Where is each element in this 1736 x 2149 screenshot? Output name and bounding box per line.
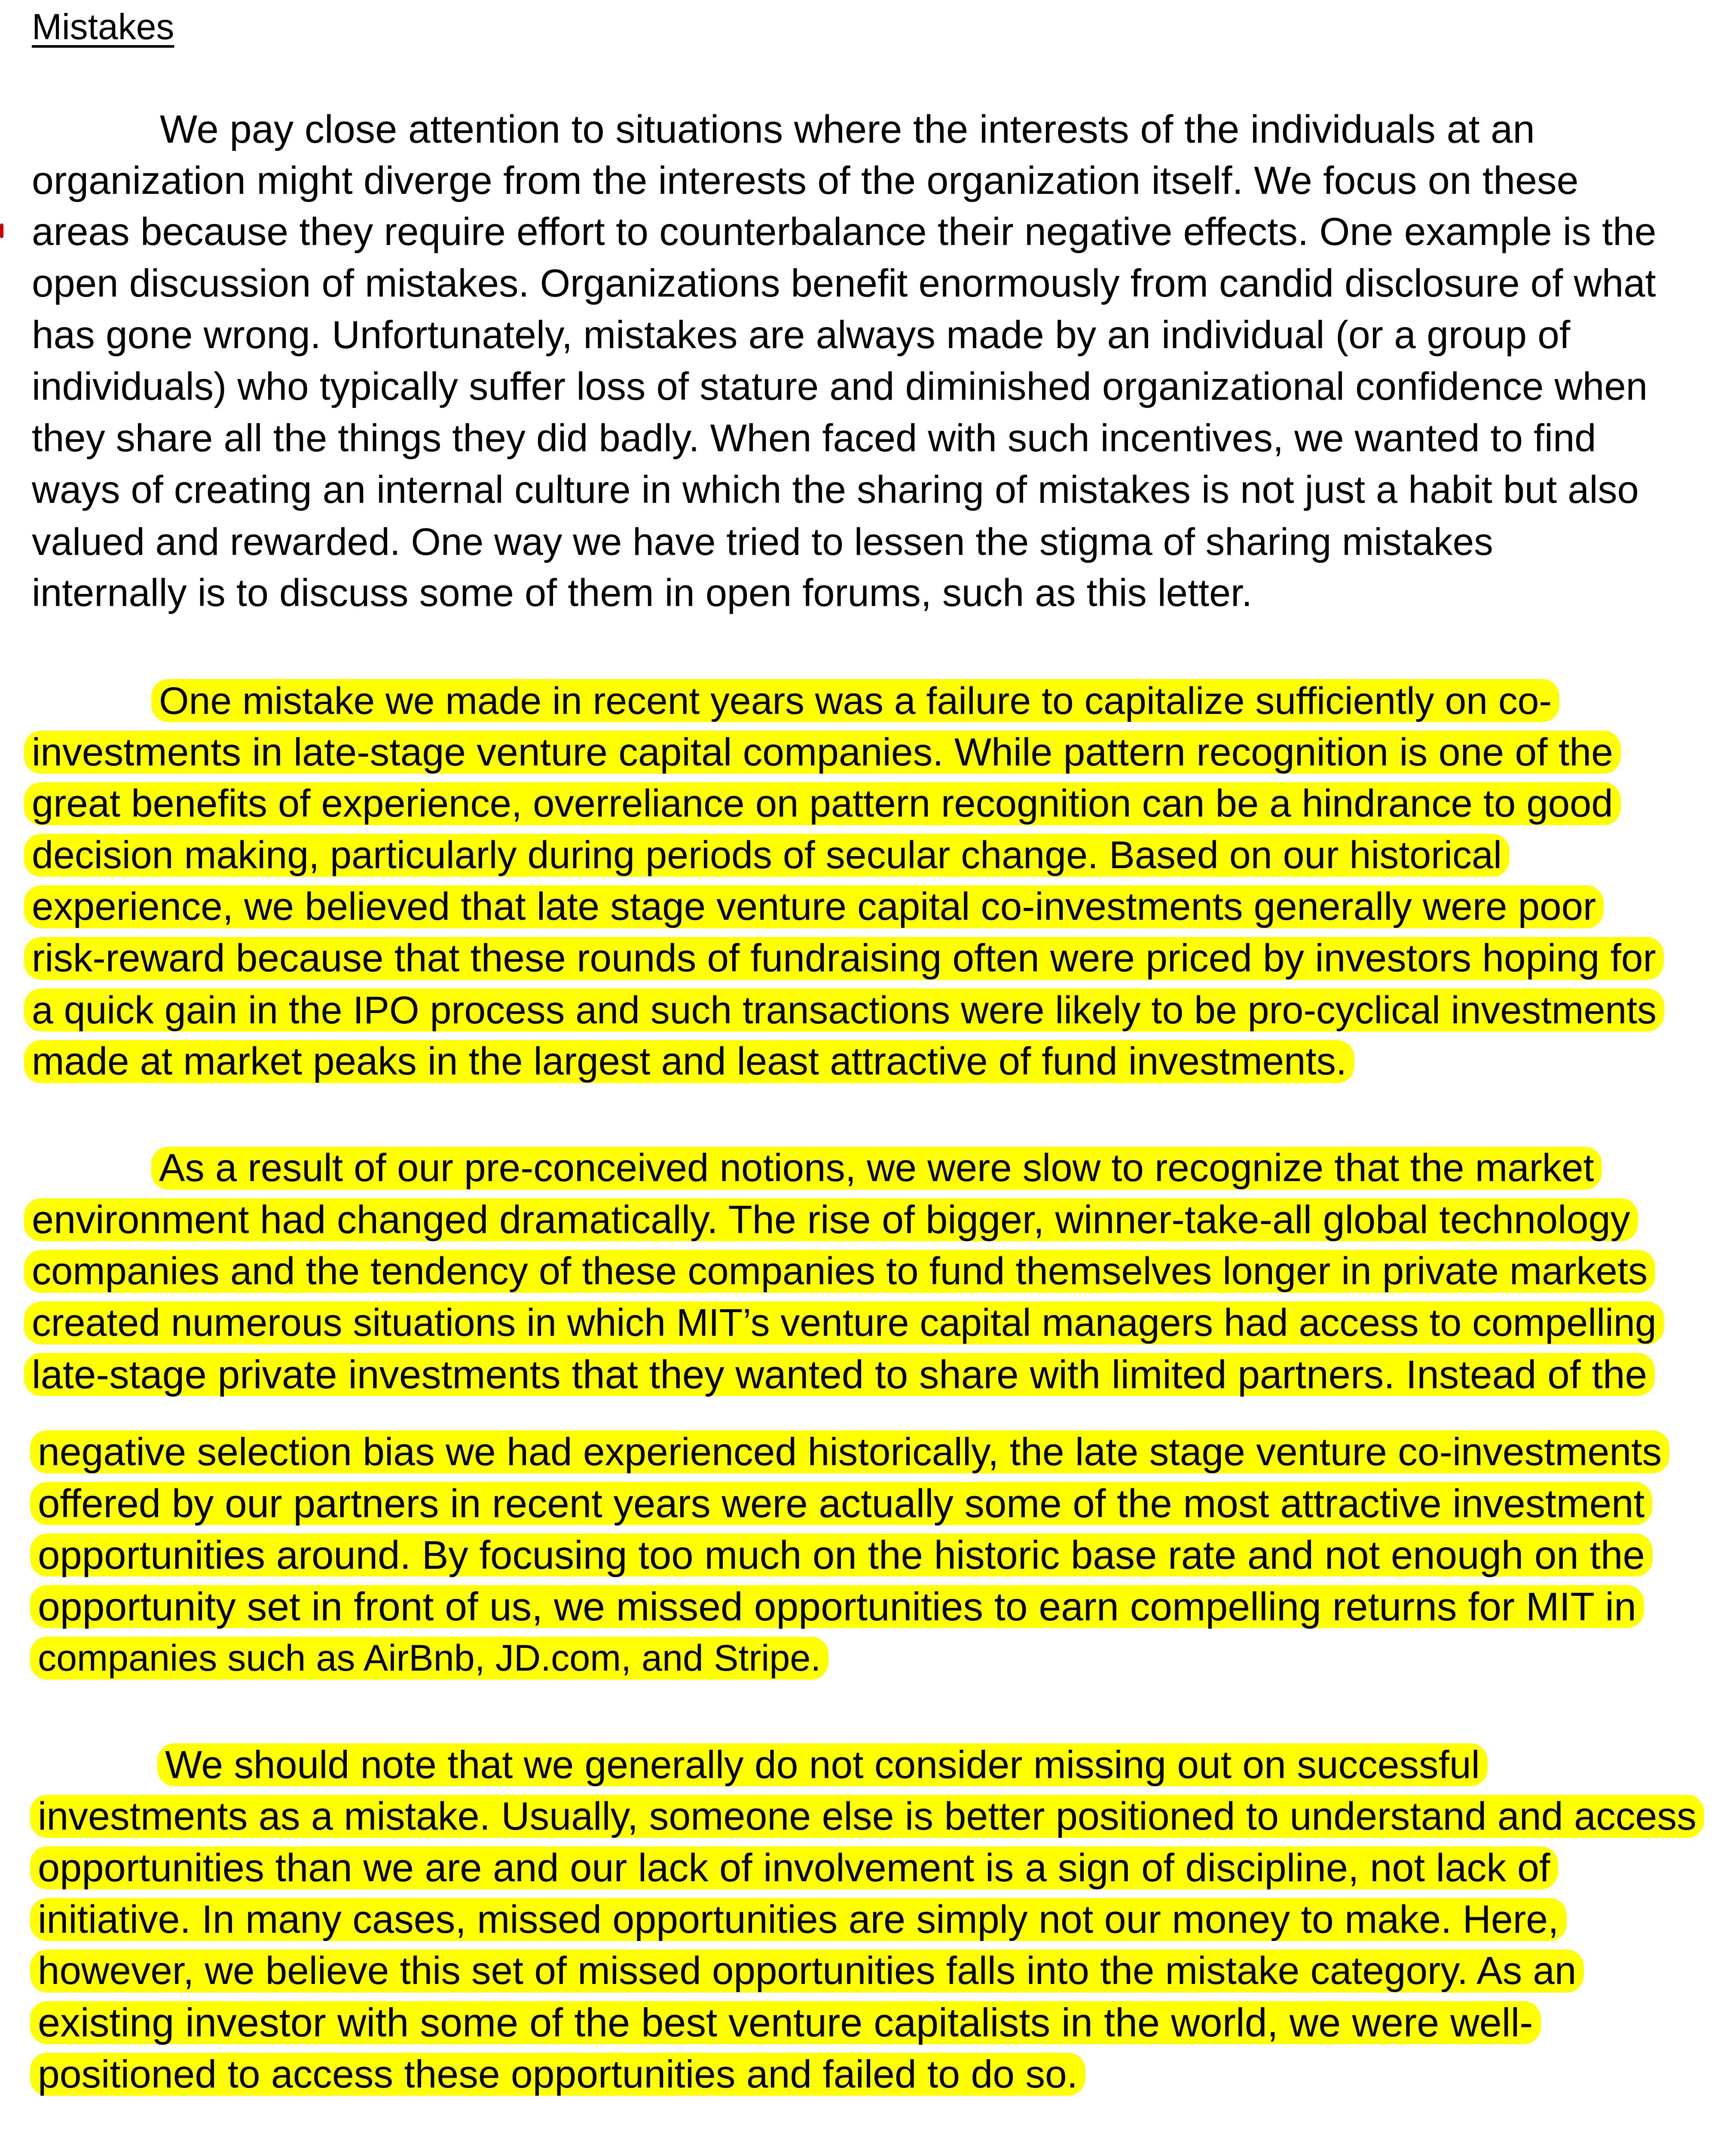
text-line: individuals) who typically suffer loss of stature and diminished organizational confidence when — [32, 365, 1648, 408]
highlighted-line: existing investor with some of the best venture capitalists in the world, we were well- — [30, 2001, 1541, 2044]
highlighted-line: made at market peaks in the largest and least attractive of fund investments. — [24, 1040, 1354, 1083]
highlighted-line: created numerous situations in which MIT’s venture capital managers had access to compelling — [24, 1301, 1664, 1344]
highlighted-line: opportunity set in front of us, we missed opportunities to earn compelling returns for MIT in — [30, 1585, 1644, 1628]
text-line: internally is to discuss some of them in open forums, such as this letter. — [32, 571, 1253, 615]
highlighted-line: One mistake we made in recent years was a failure to capitalize sufficiently on co- — [151, 679, 1559, 722]
highlighted-line: risk-reward because that these rounds of fundraising often were priced by investors hoping for — [24, 937, 1664, 980]
section-heading: Mistakes — [32, 6, 174, 47]
highlighted-line: opportunities than we are and our lack of involvement is a sign of discipline, not lack of — [30, 1846, 1558, 1889]
highlighted-line: experience, we believed that late stage venture capital co-investments generally were poor — [24, 885, 1604, 928]
margin-mark — [0, 223, 3, 238]
highlighted-line: companies and the tendency of these companies to fund themselves longer in private markets — [24, 1250, 1655, 1293]
text-line: ways of creating an internal culture in which the sharing of mistakes is not just a habit but also — [32, 468, 1639, 511]
text-line: We pay close attention to situations where the interests of the individuals at an — [160, 107, 1535, 151]
text-line: organization might diverge from the interests of the organization itself. We focus on these — [32, 159, 1579, 202]
text-line: open discussion of mistakes. Organizations benefit enormously from candid disclosure of what — [32, 262, 1656, 305]
text-line: areas because they require effort to counterbalance their negative effects. One example is the — [32, 210, 1657, 254]
highlighted-line: initiative. In many cases, missed opportunities are simply not our money to make. Here, — [30, 1898, 1567, 1941]
highlighted-line: As a result of our pre-conceived notions, we were slow to recognize that the market — [151, 1147, 1602, 1190]
highlighted-line: however, we believe this set of missed opportunities falls into the mistake category. As an — [30, 1950, 1584, 1993]
highlighted-line: We should note that we generally do not consider missing out on successful — [157, 1743, 1488, 1786]
highlighted-line: negative selection bias we had experienced historically, the late stage venture co-investments — [30, 1430, 1669, 1473]
text-line: has gone wrong. Unfortunately, mistakes are always made by an individual (or a group of — [32, 313, 1571, 357]
highlighted-line: investments as a mistake. Usually, someone else is better positioned to understand and access — [30, 1795, 1704, 1838]
highlighted-line: offered by our partners in recent years were actually some of the most attractive investment — [30, 1482, 1652, 1525]
highlighted-line: opportunities around. By focusing too much on the historic base rate and not enough on the — [30, 1534, 1653, 1577]
highlighted-line: late-stage private investments that they wanted to share with limited partners. Instead of the — [24, 1353, 1655, 1396]
text-line: they share all the things they did badly. When faced with such incentives, we wanted to find — [32, 416, 1596, 460]
highlighted-line: investments in late-stage venture capital companies. While pattern recognition is one of the — [24, 731, 1621, 774]
highlighted-line: environment had changed dramatically. The rise of bigger, winner-take-all global technology — [24, 1198, 1638, 1241]
text-line: valued and rewarded. One way we have tried to lessen the stigma of sharing mistakes — [32, 520, 1493, 563]
highlighted-line: positioned to access these opportunities and failed to do so. — [30, 2053, 1085, 2096]
highlighted-line: great benefits of experience, overreliance on pattern recognition can be a hindrance to good — [24, 782, 1621, 825]
highlighted-line: decision making, particularly during periods of secular change. Based on our historical — [24, 834, 1510, 877]
highlighted-line: companies such as AirBnb, JD.com, and Stripe. — [30, 1637, 828, 1680]
highlighted-line: a quick gain in the IPO process and such transactions were likely to be pro-cyclical investments — [24, 989, 1664, 1032]
